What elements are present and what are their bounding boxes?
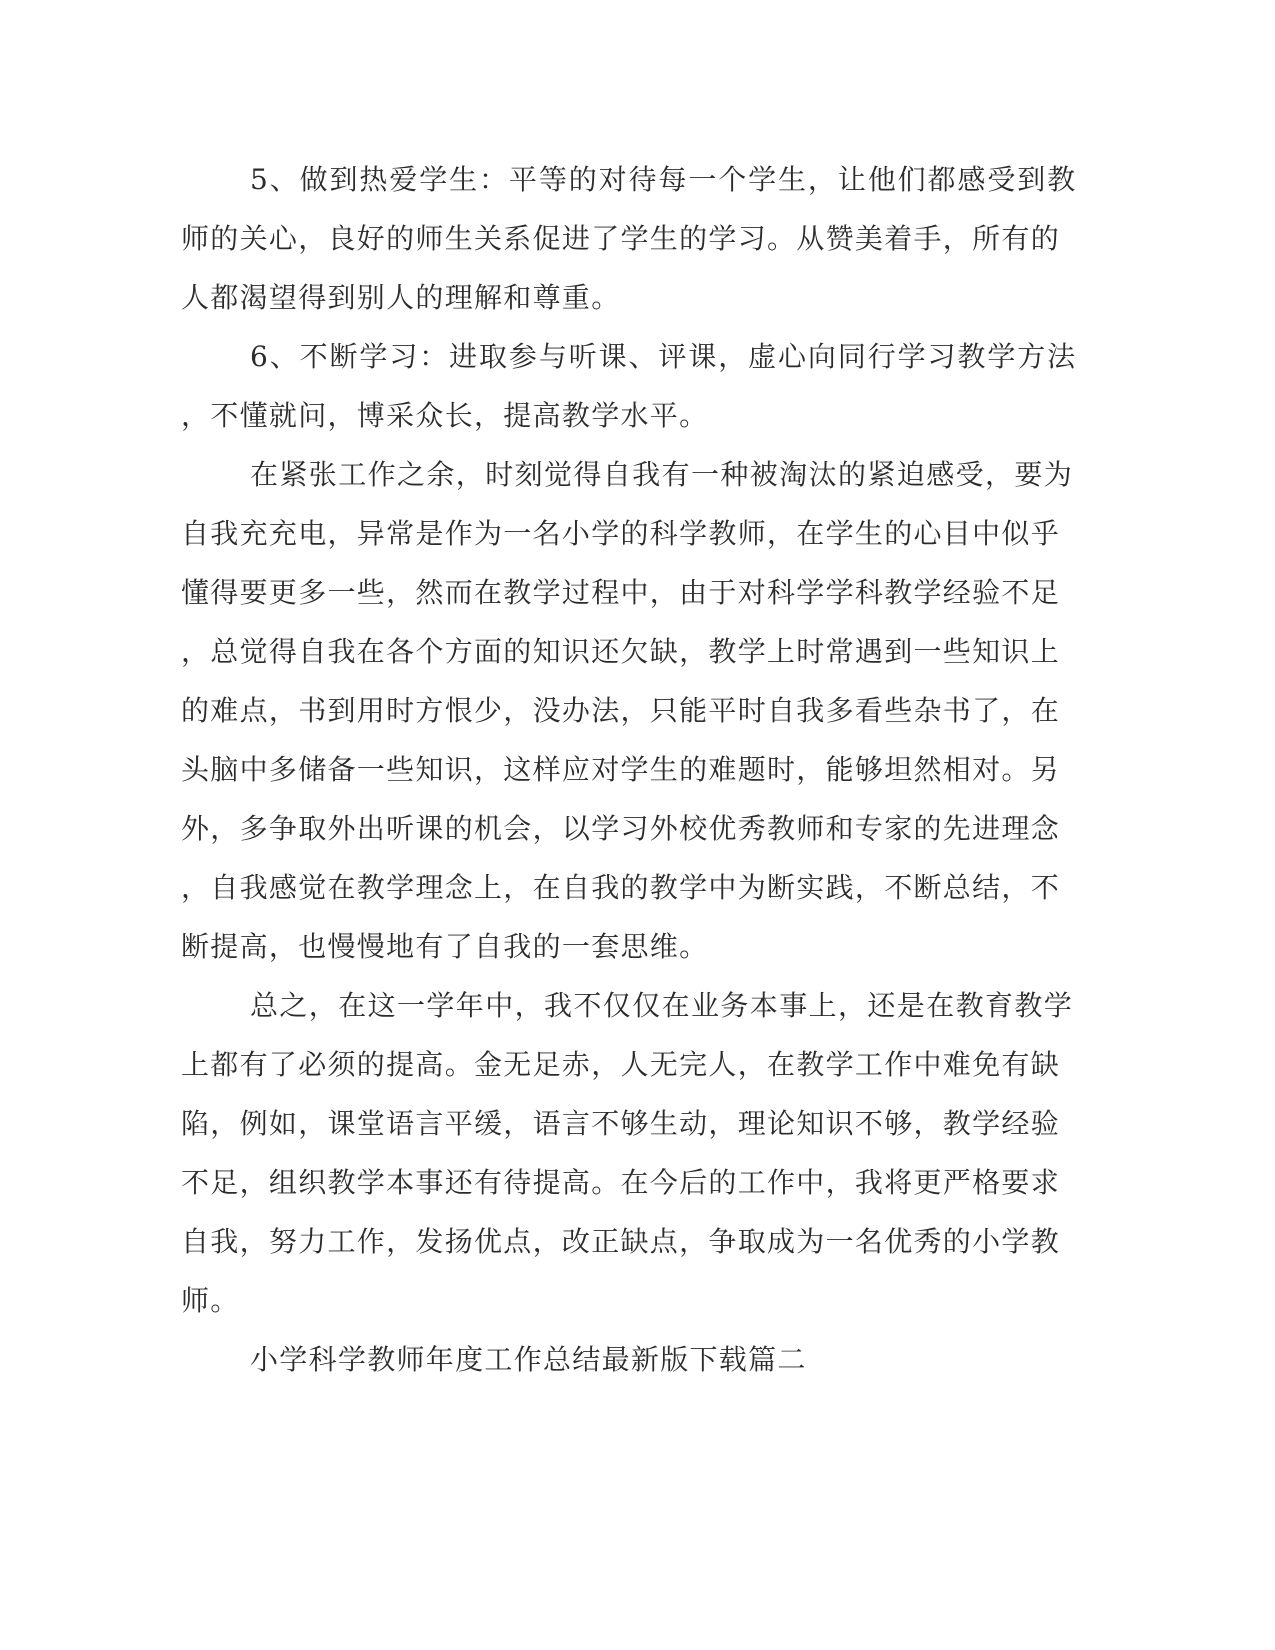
text-line: 人都渴望得到别人的理解和尊重。 — [181, 281, 621, 314]
text-line: 断提高，也慢慢地有了自我的一套思维。 — [181, 930, 709, 963]
text-line: 6、不断学习：进取参与听课、评课，虚心向同行学习教学方法 — [250, 340, 1078, 373]
text-line: 总之，在这一学年中，我不仅仅在业务本事上，还是在教育教学 — [250, 989, 1074, 1022]
text-line: 头脑中多储备一些知识，这样应对学生的难题时，能够坦然相对。另 — [181, 753, 1061, 786]
text-line: 自我充充电，异常是作为一名小学的科学教师，在学生的心目中似乎 — [181, 517, 1061, 550]
text-line: 师的关心，良好的师生关系促进了学生的学习。从赞美着手，所有的 — [181, 222, 1061, 255]
text-line: 上都有了必须的提高。金无足赤，人无完人，在教学工作中难免有缺 — [181, 1048, 1061, 1081]
text-line: 不足，组织教学本事还有待提高。在今后的工作中，我将更严格要求 — [181, 1166, 1061, 1199]
text-line: 陷，例如，课堂语言平缓，语言不够生动，理论知识不够，教学经验 — [181, 1107, 1061, 1140]
text-line: 5、做到热爱学生：平等的对待每一个学生，让他们都感受到教 — [250, 163, 1078, 196]
text-line: 师。 — [181, 1284, 240, 1317]
text-line: ，自我感觉在教学理念上，在自我的教学中为断实践，不断总结，不 — [181, 871, 1061, 904]
text-line: ，总觉得自我在各个方面的知识还欠缺，教学上时常遇到一些知识上 — [181, 635, 1061, 668]
section-heading: 小学科学教师年度工作总结最新版下载篇二 — [250, 1343, 807, 1376]
text-line: 在紧张工作之余，时刻觉得自我有一种被淘汰的紧迫感受，要为 — [250, 458, 1074, 491]
text-line: 外，多争取外出听课的机会，以学习外校优秀教师和专家的先进理念 — [181, 812, 1061, 845]
text-line: 的难点，书到用时方恨少，没办法，只能平时自我多看些杂书了，在 — [181, 694, 1061, 727]
text-line: ，不懂就问，博采众长，提高教学水平。 — [181, 399, 709, 432]
text-line: 懂得要更多一些，然而在教学过程中，由于对科学学科教学经验不足 — [181, 576, 1061, 609]
text-line: 自我，努力工作，发扬优点，改正缺点，争取成为一名优秀的小学教 — [181, 1225, 1061, 1258]
